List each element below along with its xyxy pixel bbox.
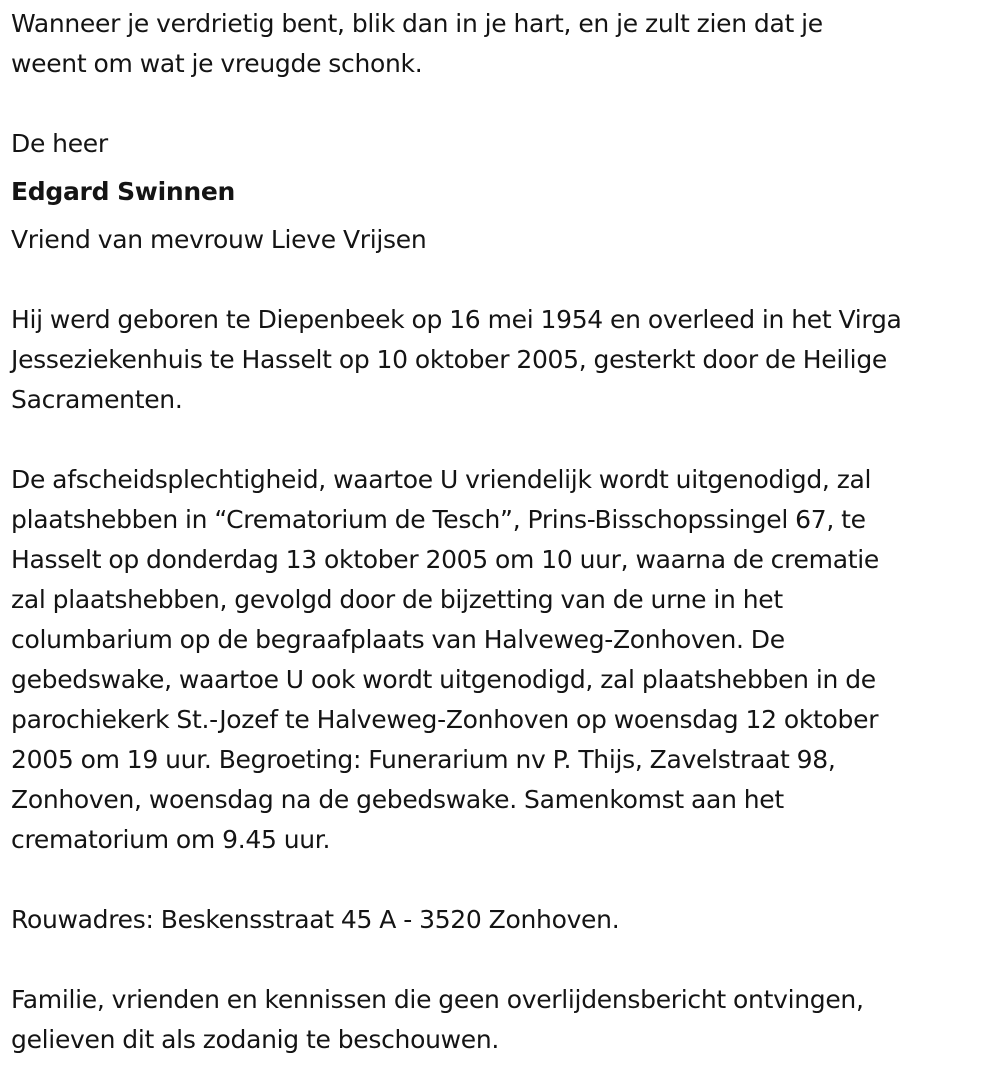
quote-line: weent om wat je vreugde schonk.: [11, 49, 423, 78]
quote-line: Wanneer je verdrietig bent, blik dan in je hart, en je zult zien dat je: [11, 9, 823, 38]
text-line: parochiekerk St.-Jozef te Halveweg-Zonhoven op woensdag 12 oktober: [11, 705, 879, 734]
text-line: Zonhoven, woensdag na de gebedswake. Samenkomst aan het: [11, 785, 784, 814]
deceased-name: Edgard Swinnen: [11, 177, 235, 206]
text-line: Hij werd geboren te Diepenbeek op 16 mei 1954 en overleed in het Virga: [11, 305, 902, 334]
salutation: De heer: [11, 129, 108, 158]
mourning-address: Rouwadres: Beskensstraat 45 A - 3520 Zonhoven.: [11, 905, 620, 934]
text-line: gelieven dit als zodanig te beschouwen.: [11, 1025, 500, 1054]
text-line: Hasselt op donderdag 13 oktober 2005 om 10 uur, waarna de crematie: [11, 545, 879, 574]
text-line: plaatshebben in “Crematorium de Tesch”, Prins-Bisschopssingel 67, te: [11, 505, 866, 534]
text-line: gebedswake, waartoe U ook wordt uitgenodigd, zal plaatshebben in de: [11, 665, 876, 694]
relation-line: Vriend van mevrouw Lieve Vrijsen: [11, 225, 427, 254]
text-line: De afscheidsplechtigheid, waartoe U vriendelijk wordt uitgenodigd, zal: [11, 465, 872, 494]
quote-paragraph: [11, 4, 991, 84]
obituary-document: [11, 4, 991, 1060]
text-line: 2005 om 19 uur. Begroeting: Funerarium nv P. Thijs, Zavelstraat 98,: [11, 745, 836, 774]
text-line: crematorium om 9.45 uur.: [11, 825, 331, 854]
birth-death-paragraph: [11, 300, 991, 420]
text-line: zal plaatshebben, gevolgd door de bijzetting van de urne in het: [11, 585, 783, 614]
text-line: Sacramenten.: [11, 385, 183, 414]
closing-paragraph: [11, 980, 991, 1060]
ceremony-paragraph: [11, 460, 991, 860]
text-line: Familie, vrienden en kennissen die geen overlijdensbericht ontvingen,: [11, 985, 864, 1014]
text-line: columbarium op de begraafplaats van Halveweg-Zonhoven. De: [11, 625, 785, 654]
text-line: Jesseziekenhuis te Hasselt op 10 oktober 2005, gesterkt door de Heilige: [11, 345, 887, 374]
